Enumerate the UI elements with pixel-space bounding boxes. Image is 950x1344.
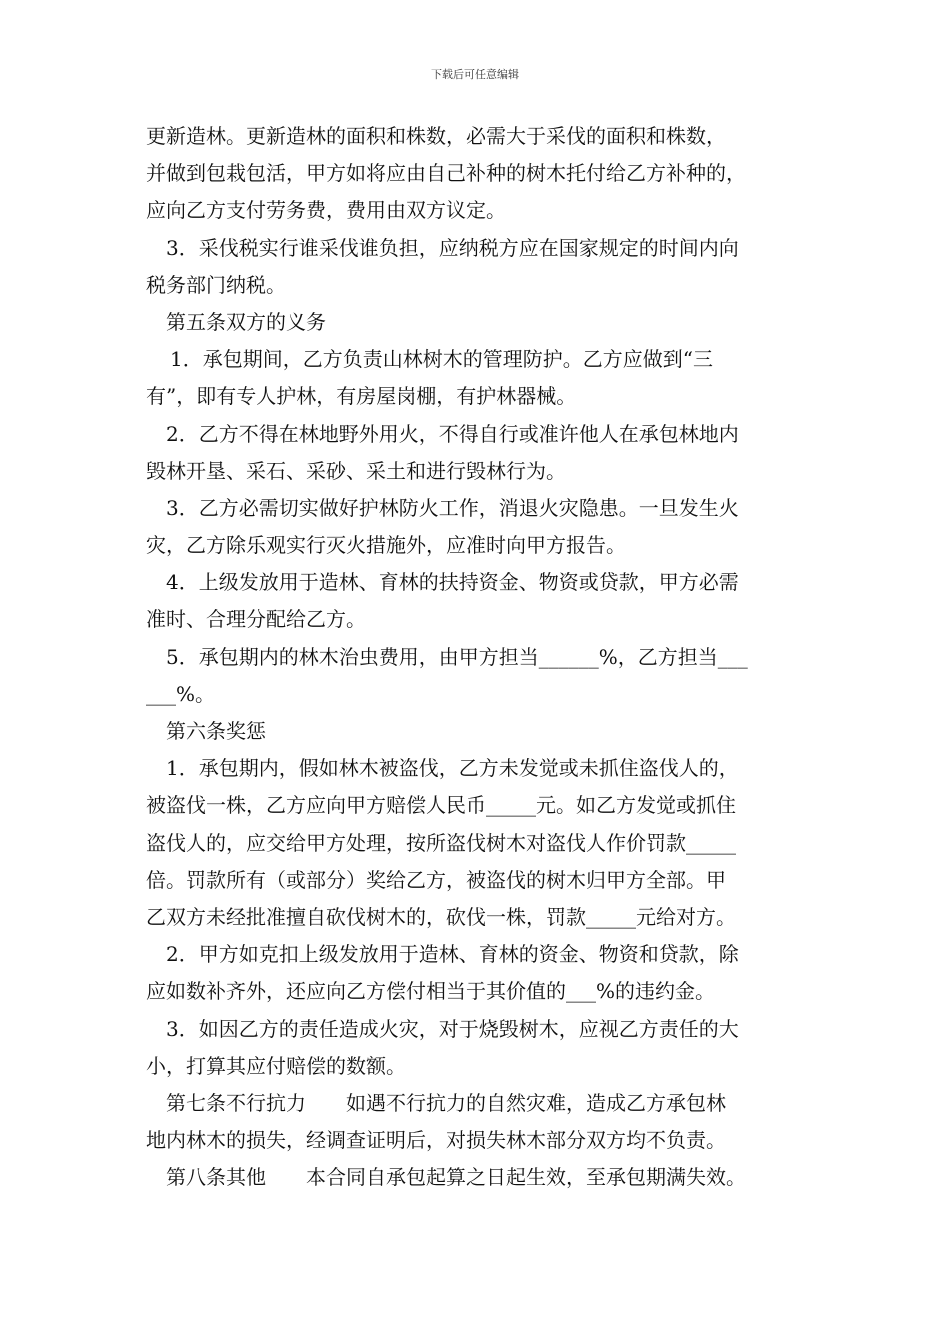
page-header: 下载后可任意编辑 bbox=[431, 68, 519, 81]
text-line: 3．如因乙方的责任造成火灾，对于烧毁树木，应视乙方责任的大 bbox=[166, 1016, 739, 1041]
text-line: 并做到包栽包活，甲方如将应由自己补种的树木托付给乙方补种的， bbox=[146, 161, 746, 186]
text-line: 乙双方未经批准擅自砍伐树木的，砍伐一株，罚款_____元给对方。 bbox=[146, 904, 736, 929]
text-line: 3．乙方必需切实做好护林防火工作，消退火灾隐患。一旦发生火 bbox=[166, 495, 739, 520]
text-line: 准时、合理分配给乙方。 bbox=[146, 607, 366, 632]
text-line: 第五条双方的义务 bbox=[166, 309, 326, 334]
text-line: 1．承包期内，假如林木被盗伐，乙方未发觉或未抓住盗伐人的， bbox=[166, 756, 739, 781]
text-line: 5．承包期内的林木治虫费用，由甲方担当______%，乙方担当___ bbox=[166, 644, 748, 669]
text-line: 2．甲方如克扣上级发放用于造林、育林的资金、物资和贷款，除 bbox=[166, 942, 739, 967]
text-line: 有”，即有专人护林，有房屋岗棚，有护林器械。 bbox=[146, 384, 577, 409]
text-line: 4．上级发放用于造林、育林的扶持资金、物资或贷款，甲方必需 bbox=[166, 570, 739, 595]
text-line: 地内林木的损失，经调查证明后，对损失林木部分双方均不负责。 bbox=[146, 1128, 726, 1153]
text-line: 毁林开垦、采石、采砂、采土和进行毁林行为。 bbox=[146, 458, 566, 483]
text-line: 第六条奖惩 bbox=[166, 719, 266, 743]
text-line: 第七条不行抗力 如遇不行抗力的自然灾难，造成乙方承包林 bbox=[166, 1090, 726, 1115]
text-line: ___%。 bbox=[146, 681, 216, 706]
text-line: 倍。罚款所有（或部分）奖给乙方，被盗伐的树木归甲方全部。甲 bbox=[146, 867, 726, 892]
text-line: 第八条其他 本合同自承包起算之日起生效，至承包期满失效。 bbox=[166, 1165, 746, 1190]
text-line: 更新造林。更新造林的面积和株数，必需大于采伐的面积和株数， bbox=[146, 124, 726, 148]
text-line: 2．乙方不得在林地野外用火，不得自行或准许他人在承包林地内 bbox=[166, 421, 739, 446]
text-line: 3．采伐税实行谁采伐谁负担，应纳税方应在国家规定的时间内向 bbox=[166, 235, 739, 260]
text-line: 应向乙方支付劳务费，费用由双方议定。 bbox=[146, 198, 506, 223]
text-line: 盗伐人的，应交给甲方处理，按所盗伐树木对盗伐人作价罚款_____ bbox=[146, 830, 736, 855]
text-line: 1．承包期间，乙方负责山林树木的管理防护。乙方应做到“三 bbox=[170, 347, 713, 372]
document-body bbox=[146, 118, 826, 1196]
text-line: 税务部门纳税。 bbox=[146, 272, 286, 297]
text-line: 灾，乙方除乐观实行灭火措施外，应准时向甲方报告。 bbox=[146, 533, 626, 558]
text-line: 小，打算其应付赔偿的数额。 bbox=[146, 1053, 406, 1078]
text-line: 应如数补齐外，还应向乙方偿付相当于其价值的___%的违约金。 bbox=[146, 979, 716, 1004]
text-line: 被盗伐一株，乙方应向甲方赔偿人民币_____元。如乙方发觉或抓住 bbox=[146, 793, 736, 818]
